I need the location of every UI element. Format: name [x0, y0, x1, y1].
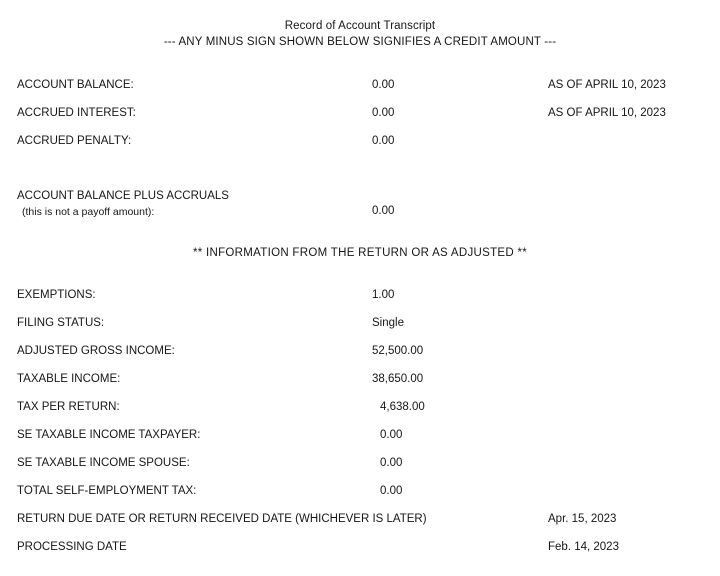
processing-date-value-right: Feb. 14, 2023	[548, 541, 619, 553]
accrued-interest-value: 0.00	[372, 107, 395, 119]
accrued-penalty-row	[0, 135, 720, 151]
taxable-income-value: 38,650.00	[372, 373, 424, 385]
return-due-date-label: RETURN DUE DATE OR RETURN RECEIVED DATE (WHICHEVER IS LATER)	[17, 513, 427, 525]
taxable-income-label: TAXABLE INCOME:	[17, 373, 121, 385]
credit-amount-notice: --- ANY MINUS SIGN SHOWN BELOW SIGNIFIES A CREDIT AMOUNT ---	[163, 36, 557, 48]
accrued-interest-row	[0, 107, 720, 123]
adjusted-gross-income-label: ADJUSTED GROSS INCOME:	[17, 345, 175, 357]
accruals-value: 0.00	[372, 205, 395, 217]
se-taxable-income-taxpayer-value: 0.00	[380, 429, 403, 441]
accruals-row	[0, 205, 720, 221]
accrued-interest-as-of: AS OF APRIL 10, 2023	[548, 107, 666, 119]
exemptions-row	[0, 289, 720, 305]
accrued-penalty-value: 0.00	[372, 135, 395, 147]
total-self-employment-tax-value: 0.00	[380, 485, 403, 497]
processing-date-row	[0, 541, 720, 557]
filing-status-label: FILING STATUS:	[17, 317, 105, 329]
return-due-date-value-right: Apr. 15, 2023	[548, 513, 617, 525]
account-balance-row	[0, 79, 720, 95]
se-taxable-income-taxpayer-label: SE TAXABLE INCOME TAXPAYER:	[17, 429, 201, 441]
filing-status-row	[0, 317, 720, 333]
tax-per-return-label: TAX PER RETURN:	[17, 401, 120, 413]
tax-per-return-row	[0, 401, 720, 417]
tax-per-return-value: 4,638.00	[380, 401, 425, 413]
se-taxable-income-spouse-label: SE TAXABLE INCOME SPOUSE:	[17, 457, 190, 469]
exemptions-label: EXEMPTIONS:	[17, 289, 96, 301]
taxable-income-row	[0, 373, 720, 389]
accrued-interest-label: ACCRUED INTEREST:	[17, 107, 136, 119]
filing-status-value: Single	[372, 317, 404, 329]
total-self-employment-tax-row	[0, 485, 720, 501]
accrued-penalty-label: ACCRUED PENALTY:	[17, 135, 132, 147]
se-taxable-income-spouse-value: 0.00	[380, 457, 403, 469]
total-self-employment-tax-label: TOTAL SELF-EMPLOYMENT TAX:	[17, 485, 197, 497]
processing-date-label: PROCESSING DATE	[17, 541, 127, 553]
adjusted-gross-income-value: 52,500.00	[372, 345, 424, 357]
page-title: Record of Account Transcript	[284, 20, 436, 32]
return-due-date-row	[0, 513, 720, 529]
accruals-label-line2: (this is not a payoff amount):	[22, 206, 155, 218]
account-balance-value: 0.00	[372, 79, 395, 91]
se-taxable-income-spouse-row	[0, 457, 720, 473]
exemptions-value: 1.00	[372, 289, 395, 301]
return-section-banner: ** INFORMATION FROM THE RETURN OR AS ADJUSTED **	[192, 247, 528, 259]
account-balance-as-of: AS OF APRIL 10, 2023	[548, 79, 666, 91]
account-balance-label: ACCOUNT BALANCE:	[17, 79, 134, 91]
adjusted-gross-income-row	[0, 345, 720, 361]
accruals-label-line1: ACCOUNT BALANCE PLUS ACCRUALS	[17, 190, 229, 202]
se-taxable-income-taxpayer-row	[0, 429, 720, 445]
